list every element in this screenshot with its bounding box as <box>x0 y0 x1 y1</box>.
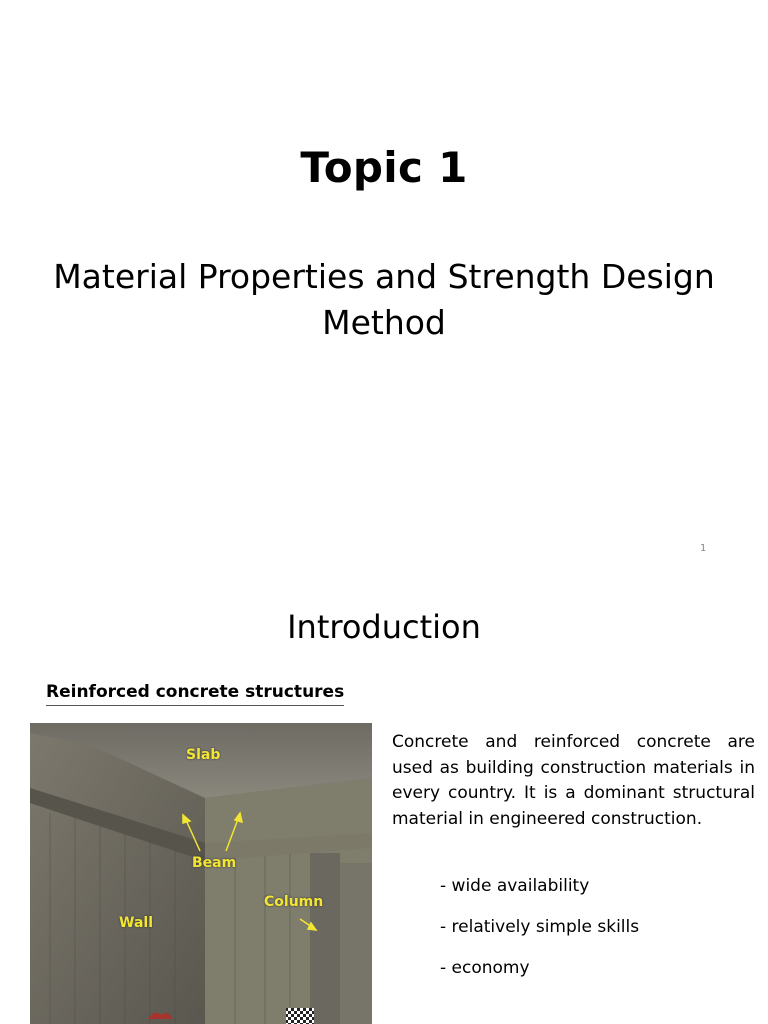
list-item: - relatively simple skills <box>440 917 640 937</box>
slab-label: Slab <box>186 747 221 763</box>
slide-2 <box>0 580 768 1024</box>
intro-paragraph: Concrete and reinforced concrete are used as building construction materials in every country. It is a dominant structural material in engineered construction. <box>392 732 755 829</box>
section-subheading: Reinforced concrete structures <box>46 682 344 706</box>
list-item: - wide availability <box>440 876 590 896</box>
slide-title: Introduction <box>287 608 481 646</box>
column-label: Column <box>264 894 324 910</box>
advantages-list <box>440 875 639 998</box>
list-item: - economy <box>440 958 530 978</box>
page-number: 1 <box>700 543 707 554</box>
column-shape <box>310 853 340 1024</box>
checker-patch <box>286 1008 314 1024</box>
slide-subtitle: Material Properties and Strength Design Method <box>53 257 715 342</box>
concrete-structure-photo <box>30 723 372 1024</box>
photo-illustration <box>30 723 372 1024</box>
slide-title: Topic 1 <box>300 143 468 192</box>
wall-label: Wall <box>119 915 153 931</box>
beam-label: Beam <box>192 855 237 871</box>
